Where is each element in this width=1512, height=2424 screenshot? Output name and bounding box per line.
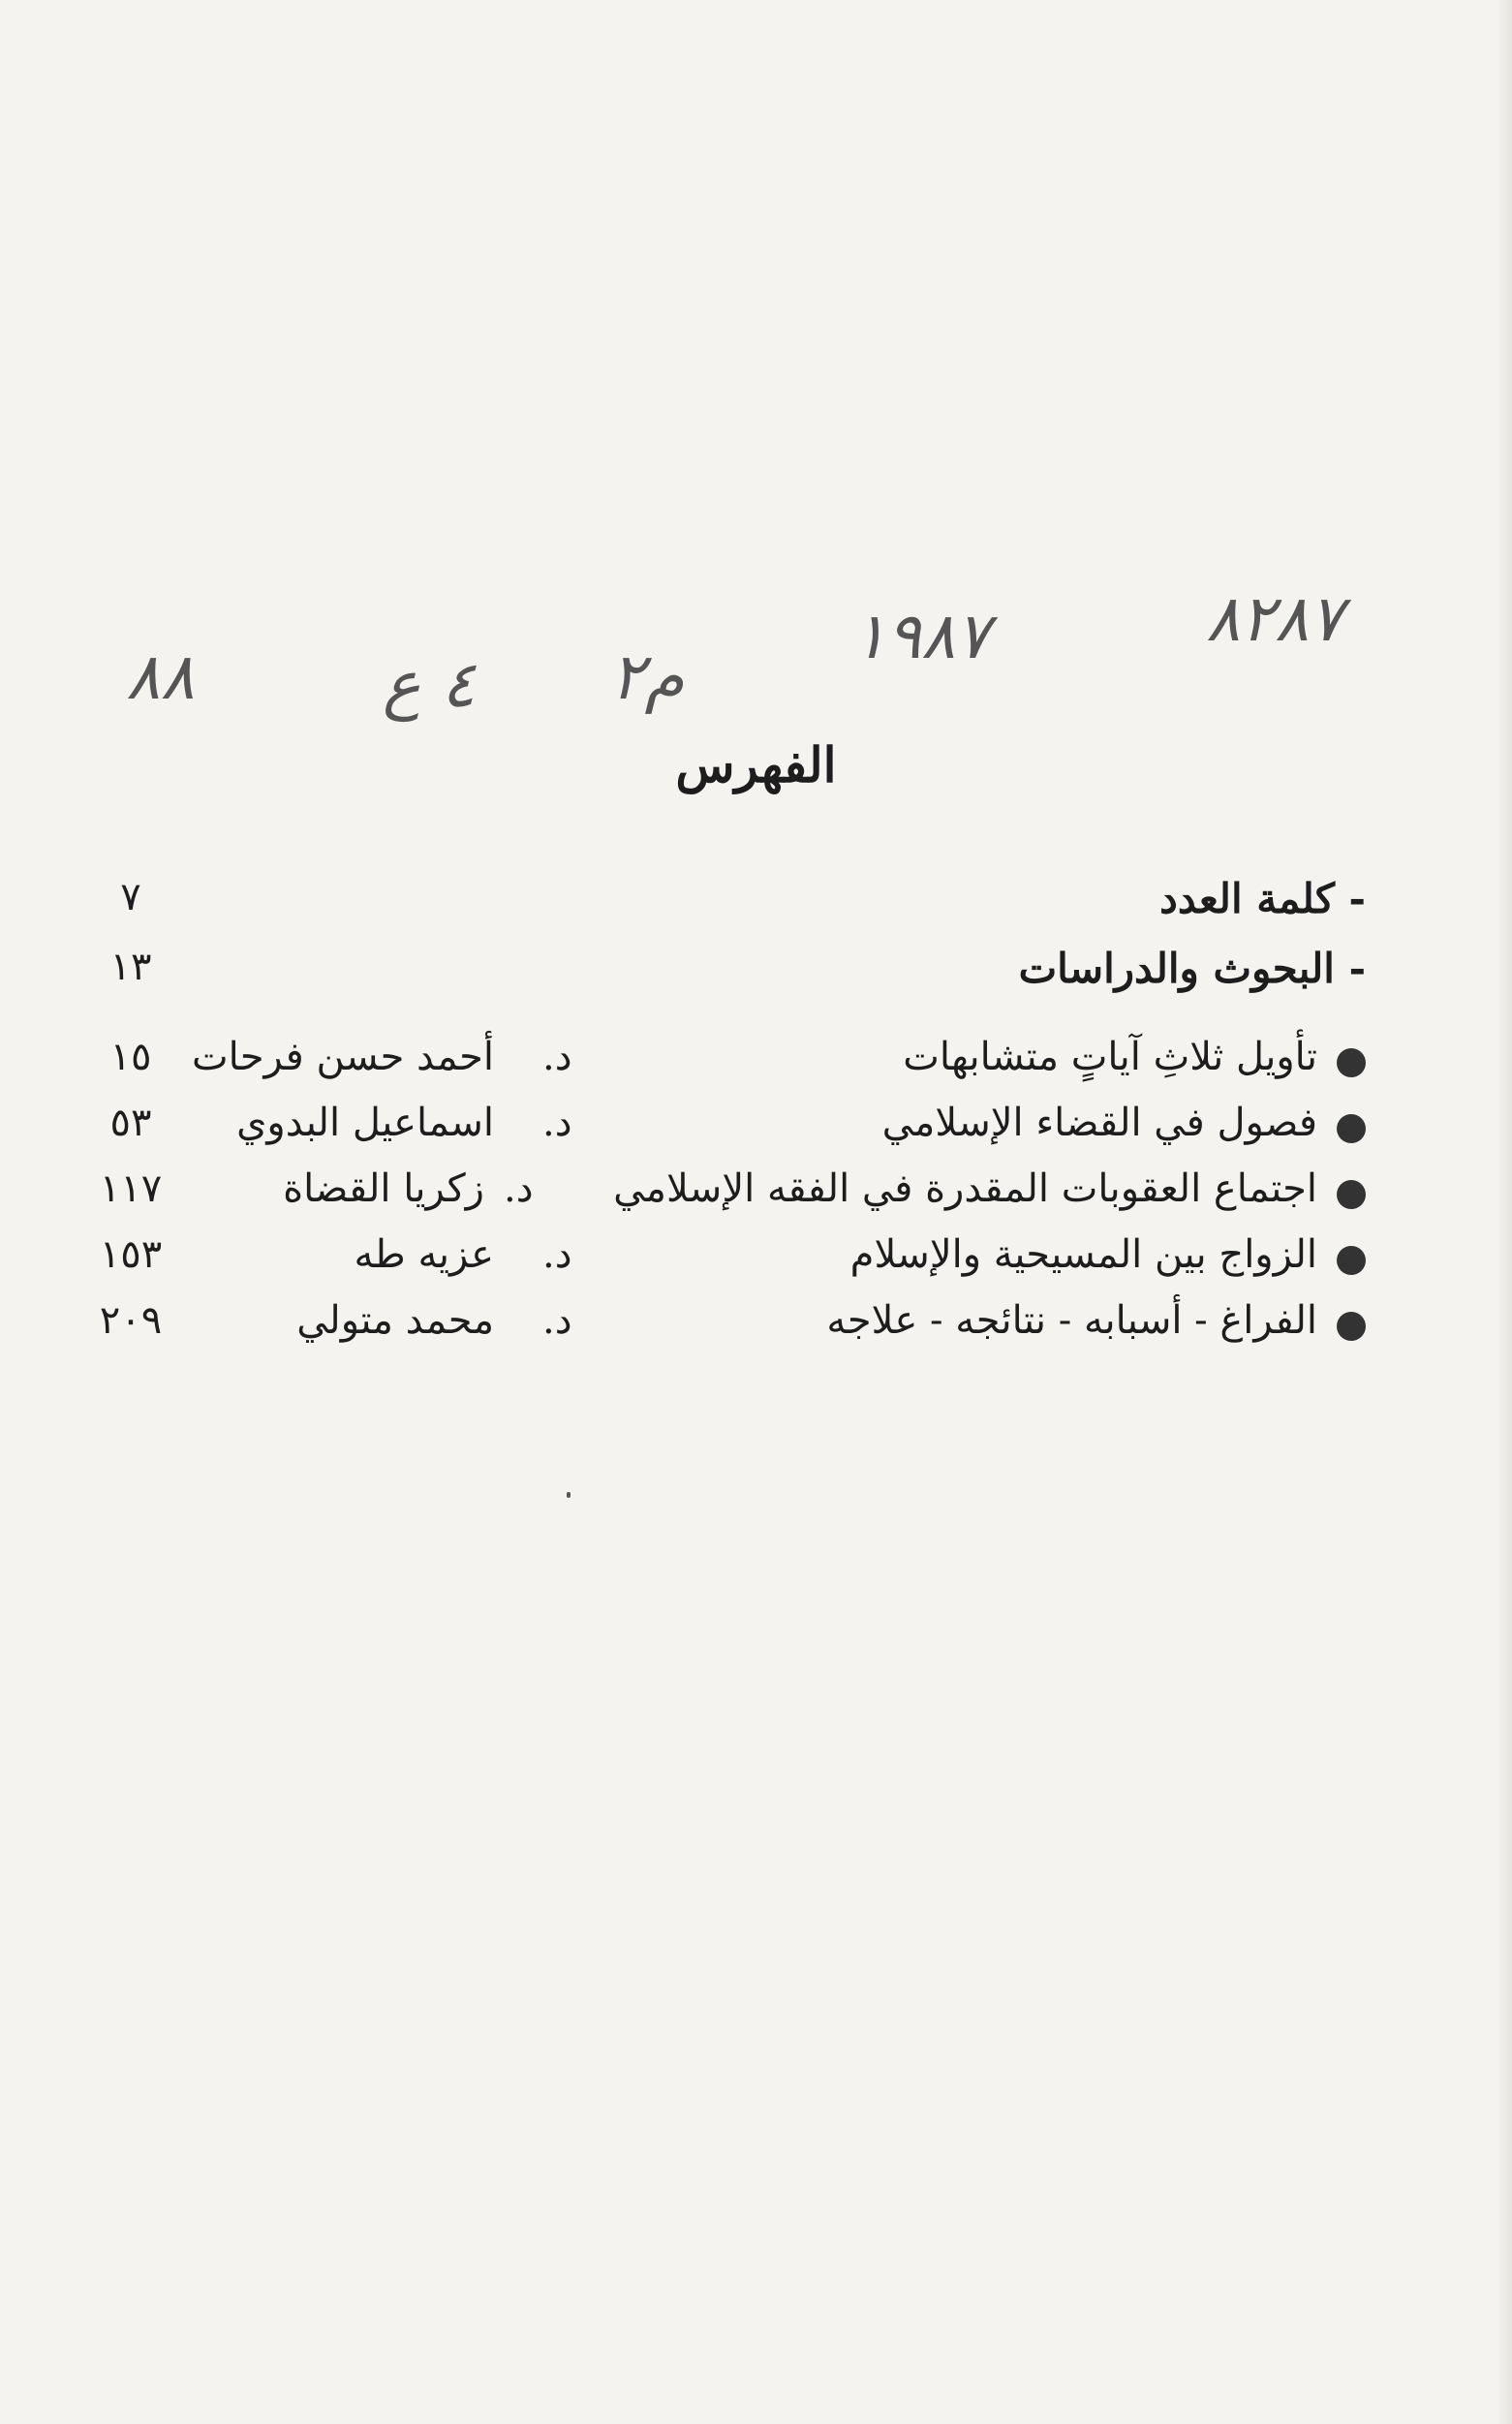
- bullet-icon: [1337, 1312, 1366, 1341]
- toc-section-title: - كلمة العدد: [1159, 875, 1366, 922]
- index-title: الفهرس: [675, 736, 837, 793]
- article-title: الفراغ - أسبابه - نتائجه - علاجه: [826, 1298, 1317, 1343]
- handwritten-note: ٨٨: [126, 639, 195, 714]
- page-scan-edge: [1495, 0, 1512, 2424]
- bullet-icon: [1337, 1246, 1366, 1275]
- article-author: أحمد حسن فرحات: [191, 1035, 494, 1079]
- page-number: ٧: [120, 875, 141, 919]
- article-title: فصول في القضاء الإسلامي: [881, 1101, 1317, 1145]
- author-prefix: د.: [542, 1232, 572, 1277]
- page-number: ٥٣: [109, 1101, 152, 1145]
- toc-article-row[interactable]: [87, 1232, 1366, 1300]
- bullet-icon: [1337, 1180, 1366, 1209]
- handwritten-note: ٤ ع: [383, 647, 476, 722]
- page-number: ١٥: [109, 1035, 152, 1079]
- handwritten-note: م٢: [610, 639, 685, 714]
- article-author: اسماعيل البدوي: [236, 1101, 494, 1145]
- article-title: الزواج بين المسيحية والإسلام: [849, 1232, 1317, 1277]
- author-prefix: د.: [542, 1101, 572, 1145]
- toc-section-title: - البحوث والدراسات: [1018, 945, 1366, 992]
- article-author: زكريا القضاة: [283, 1166, 484, 1211]
- bullet-icon: [1337, 1048, 1366, 1077]
- article-title: تأويل ثلاثِ آياتٍ متشابهات: [903, 1035, 1317, 1079]
- author-prefix: د.: [542, 1035, 572, 1079]
- page-number: ١١٧: [99, 1166, 163, 1211]
- author-prefix: د.: [504, 1166, 534, 1211]
- toc-article-row[interactable]: [87, 1035, 1366, 1103]
- toc-article-row[interactable]: [87, 1166, 1366, 1234]
- handwritten-note: ٨٢٨٧: [1206, 581, 1343, 656]
- scan-speck: [567, 1492, 571, 1498]
- article-author: عزيه طه: [354, 1232, 494, 1277]
- author-prefix: د.: [542, 1298, 572, 1343]
- page-number: ١٣: [109, 945, 152, 989]
- article-author: محمد متولي: [296, 1298, 494, 1343]
- toc-section-row[interactable]: [87, 875, 1366, 943]
- toc-section-row[interactable]: [87, 945, 1366, 1012]
- page-number: ٢٠٩: [99, 1298, 163, 1343]
- toc-article-row[interactable]: [87, 1298, 1366, 1366]
- bullet-icon: [1337, 1114, 1366, 1143]
- page-number: ١٥٣: [99, 1232, 163, 1277]
- handwritten-note: ١٩٨٧: [852, 599, 990, 673]
- toc-article-row[interactable]: [87, 1101, 1366, 1168]
- article-title: اجتماع العقوبات المقدرة في الفقه الإسلامي: [613, 1166, 1317, 1211]
